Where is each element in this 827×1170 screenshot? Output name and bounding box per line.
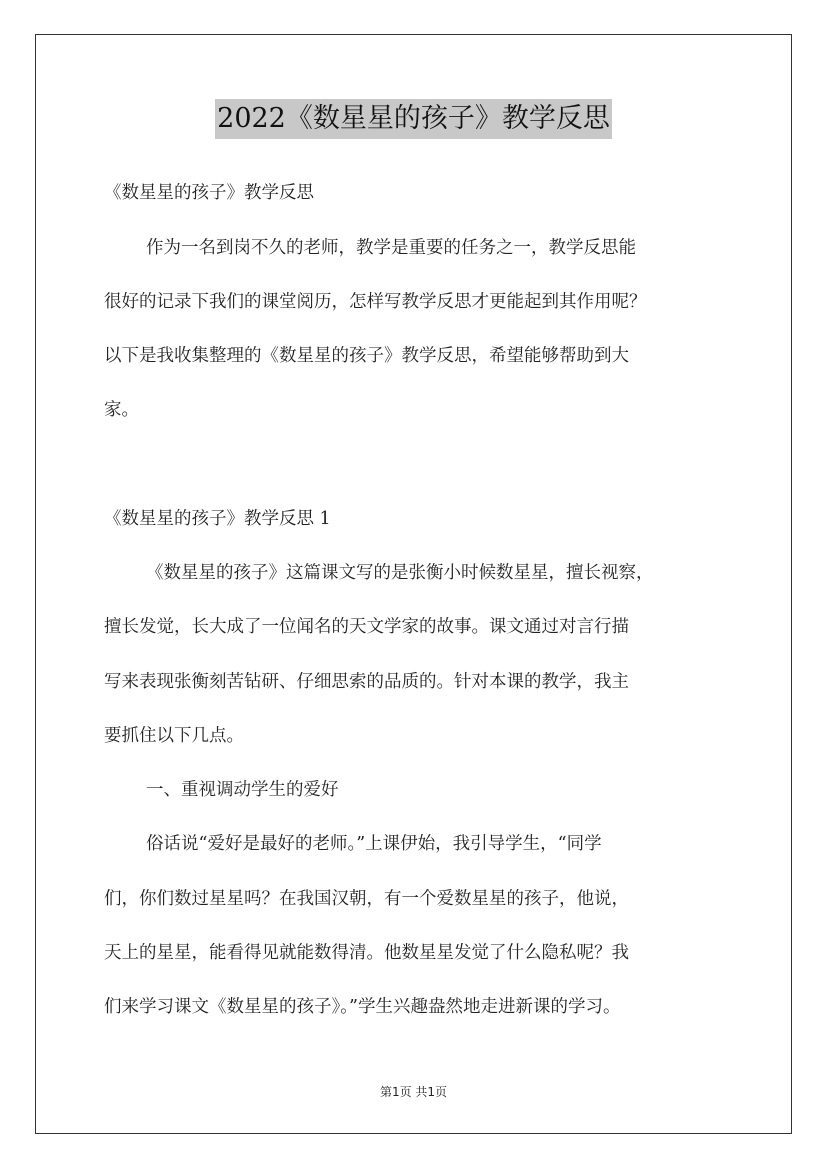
- paragraph-line: 很好的记录下我们的课堂阅历，怎样写教学反思才更能起到其作用呢？: [104, 292, 647, 312]
- page-footer: 第1页 共1页: [379, 1085, 448, 1099]
- paragraph-line: 要抓住以下几点。: [104, 726, 244, 746]
- paragraph-line: 《数星星的孩子》这篇课文写的是张衡小时候数星星，擅长视察，: [146, 563, 654, 583]
- section-heading: 《数星星的孩子》教学反思 1: [104, 509, 331, 529]
- paragraph-line: 们来学习课文《数星星的孩子》。”学生兴趣盎然地走进新课的学习。: [104, 997, 621, 1017]
- document-title: 2022《数星星的孩子》教学反思: [215, 99, 612, 139]
- paragraph-line: 作为一名到岗不久的老师，教学是重要的任务之一，教学反思能: [146, 238, 636, 258]
- paragraph-line: 们，你们数过星星吗？在我国汉朝，有一个爱数星星的孩子，他说，: [104, 889, 629, 909]
- paragraph-line: 家。: [104, 400, 139, 420]
- paragraph-line: 以下是我收集整理的《数星星的孩子》教学反思，希望能够帮助到大: [104, 346, 629, 366]
- point-heading: 一、重视调动学生的爱好: [146, 780, 339, 800]
- title-container: [0, 99, 827, 139]
- paragraph-line: 俗话说“爱好是最好的老师。”上课伊始，我引导学生，“同学: [146, 834, 602, 854]
- paragraph-line: 擅长发觉，长大成了一位闻名的天文学家的故事。课文通过对言行描: [104, 617, 629, 637]
- document-subtitle: 《数星星的孩子》教学反思: [104, 183, 314, 203]
- paragraph-line: 写来表现张衡刻苦钻研、仔细思索的品质的。针对本课的教学，我主: [104, 672, 629, 692]
- paragraph-line: 天上的星星，能看得见就能数得清。他数星星发觉了什么隐私呢？我: [104, 943, 629, 963]
